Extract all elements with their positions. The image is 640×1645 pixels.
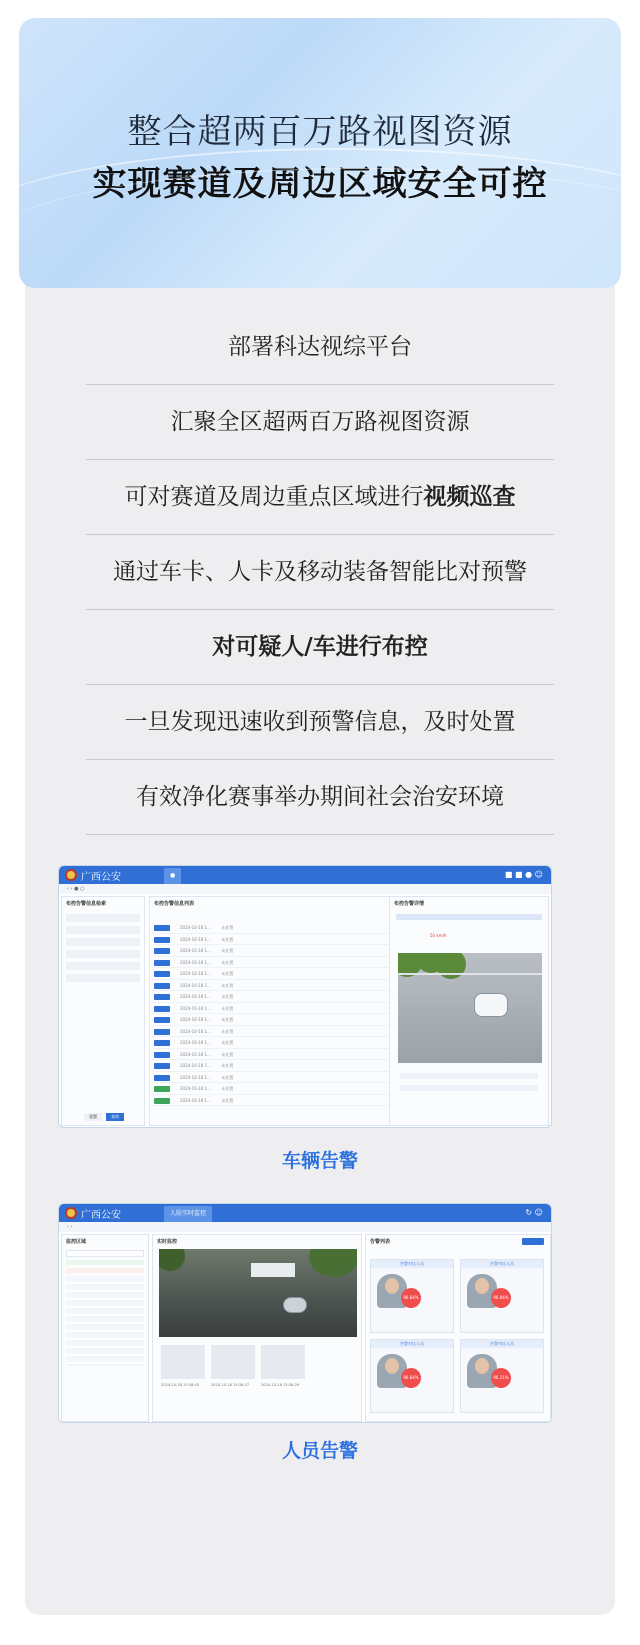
snapshot-thumb[interactable] [211,1345,255,1379]
app-title: 广西公安 [81,872,121,883]
table-row[interactable]: 2024-10-18 1... 未处置 [150,1026,438,1038]
alert-action-button[interactable] [522,1238,544,1245]
breadcrumb: ‹ › ● ○ [59,884,551,894]
search-button[interactable]: 查询 [106,1113,124,1121]
table-row[interactable]: 2024-10-18 1... 未处置 [150,980,438,992]
match-score: 96.84% [401,1368,421,1388]
live-monitor-panel: 实时监控 2024-10-18 15:38:43 2024-10-18 15:38:37 2024-10-18 15:38:29 [152,1234,362,1422]
snapshot-thumb[interactable] [261,1345,305,1379]
alert-card[interactable]: 告警对比人员 96.84% [460,1259,544,1333]
search-panel-title: 布控告警信息检索 [66,901,107,907]
alert-card[interactable]: 告警对比人员 96.84% [370,1259,454,1333]
police-badge-icon [65,1207,77,1219]
alert-detail-title: 布控告警详情 [394,901,425,907]
live-monitor-title: 实时监控 [157,1239,178,1245]
app-header [59,1204,551,1222]
alert-card[interactable]: 告警对比人员 96.84% [370,1339,454,1413]
filter-field[interactable] [66,974,140,982]
person-alert-screenshot [58,1203,552,1423]
vehicle-alert-screenshot [58,865,552,1128]
realtime-monitor-tab[interactable]: 人脸实时监控 [164,1206,212,1222]
vehicle-alert-caption: 车辆告警 [281,1150,358,1172]
table-row[interactable]: 2024-10-18 1... 未处置 [150,1095,438,1107]
alert-list-title: 告警列表 [370,1239,391,1245]
car-icon [474,993,508,1017]
table-row[interactable]: 2024-10-18 1... 未处置 [150,934,438,946]
table-row[interactable]: 2024-10-18 1... 未处置 [150,922,438,934]
header-icons[interactable]: ■ ■ ● ☺ [504,870,543,879]
feature-item: 汇聚全区超两百万路视图资源 [86,385,554,460]
reset-button[interactable]: 重置 [84,1113,102,1121]
app-title: 广西公安 [81,1210,121,1221]
feature-item: 有效净化赛事举办期间社会治安环境 [86,760,554,835]
table-row[interactable]: 2024-10-18 1... 未处置 [150,1003,438,1015]
table-row[interactable]: 2024-10-18 1... 未处置 [150,1083,438,1095]
vehicle-snapshot[interactable] [398,953,542,1063]
alert-list-title: 布控告警信息列表 [154,901,195,907]
alert-card[interactable]: 告警对比人员 96.21% [460,1339,544,1413]
area-search-input[interactable] [66,1250,144,1257]
feature-item: 对可疑人/车进行布控 [86,610,554,685]
app-tab[interactable]: ● [164,868,181,884]
table-row[interactable]: 2024-10-18 1... 未处置 [150,957,438,969]
feature-item: 一旦发现迅速收到预警信息，及时处置 [86,685,554,760]
person-alert-caption: 人员告警 [281,1440,358,1462]
feature-item: 部署科达视综平台 [86,310,554,385]
snapshot-thumb[interactable] [161,1345,205,1379]
hero-title-line1: 整合超两百万路视图资源 [127,112,513,152]
alert-list-panel [365,1234,551,1422]
header-icons[interactable]: ↻ ☺ [525,1208,543,1217]
table-row[interactable]: 2024-10-18 1... 未处置 [150,945,438,957]
police-badge-icon [65,869,77,881]
alert-detail-panel [389,896,549,1126]
match-score: 96.21% [491,1368,511,1388]
area-tree[interactable] [66,1276,144,1366]
area-tree-panel [61,1234,149,1422]
table-row[interactable]: 2024-10-18 1... 未处置 [150,1072,438,1084]
area-tree-title: 监控区域 [66,1239,87,1245]
app-header [59,866,551,884]
feature-item: 可对赛道及周边重点区域进行视频巡查 [86,460,554,535]
table-row[interactable]: 2024-10-18 1... 未处置 [150,1037,438,1049]
filter-field[interactable] [66,914,140,922]
table-row[interactable]: 2024-10-18 1... 未处置 [150,1049,438,1061]
live-video[interactable] [159,1249,357,1337]
breadcrumb: ‹ › [59,1222,551,1232]
match-score: 96.84% [491,1288,511,1308]
filter-field[interactable] [66,962,140,970]
match-score: 96.84% [401,1288,421,1308]
filter-field[interactable] [66,950,140,958]
hero-title-line2: 实现赛道及周边区域安全可控 [92,164,548,204]
feature-list [86,310,554,835]
hero-banner [19,18,621,288]
speed-readout: 50 km/h [430,933,447,938]
table-row[interactable]: 2024-10-18 1... 未处置 [150,1014,438,1026]
table-row[interactable]: 2024-10-18 1... 未处置 [150,991,438,1003]
feature-item: 通过车卡、人卡及移动装备智能比对预警 [86,535,554,610]
filter-field[interactable] [66,926,140,934]
search-panel [61,896,145,1126]
table-row[interactable]: 2024-10-18 1... 未处置 [150,968,438,980]
filter-field[interactable] [66,938,140,946]
table-row[interactable]: 2024-10-18 1... 未处置 [150,1060,438,1072]
